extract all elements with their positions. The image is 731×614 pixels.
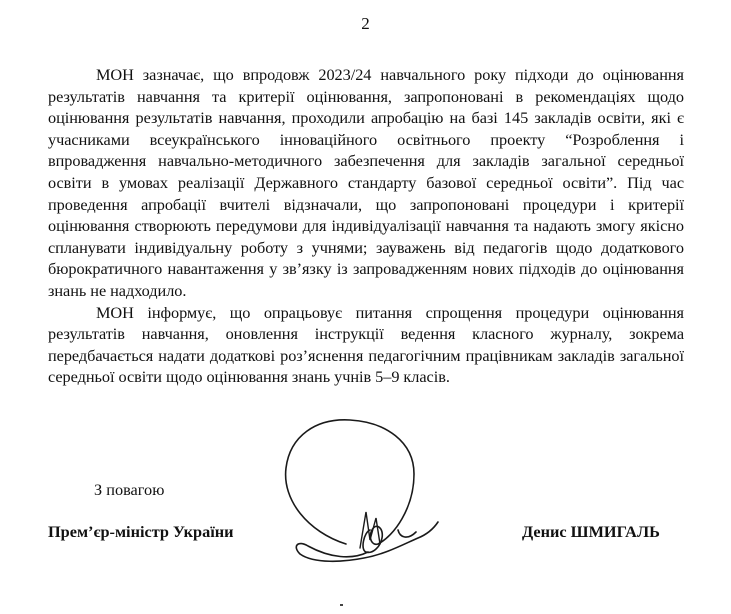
page-number: 2 <box>361 14 370 33</box>
handwritten-signature <box>268 412 468 572</box>
paragraph-2: МОН інформує, що опрацьовує питання спрощення процедури оцінювання результатів навчання, оновлення інструкції ведення класного журналу, зокрема передбачається надати додаткові роз’яснення педагогічним працівникам закладів загальної середньої освіти щодо оцінювання знань учнів 5–9 класів. <box>48 302 684 387</box>
signatory-title: Прем’єр-міністр України <box>48 522 234 541</box>
letter-body <box>48 64 684 388</box>
signatory-name: Денис ШМИГАЛЬ <box>522 522 660 541</box>
paragraph-1: МОН зазначає, що впродовж 2023/24 навчального року підходи до оцінювання результатів навчання та критерії оцінювання, запропоновані в рекомендаціях щодо оцінювання результатів навчання, проходили апробацію на базі 145 закладів освіти, які є учасниками всеукраїнського інноваційного освітнього проекту “Розроблення і впровадження навчально-методичного забезпечення для закладів загальної середньої освіти в умовах реалізації Державного стандарту базової середньої освіти”. Під час проведення апробації вчителі відзначали, що запропоновані процедури і критерії оцінювання створюють передумови для індивідуалізації навчання та надають змогу якісно спланувати індивідуальну роботу з учнями; зауважень від педагогів щодо додаткового бюрократичного навантаження у зв’язку із запровадженням нових підходів до оцінювання знань не надходило. <box>48 65 684 300</box>
scan-speck <box>340 604 343 606</box>
closing-salutation: З повагою <box>94 480 165 499</box>
